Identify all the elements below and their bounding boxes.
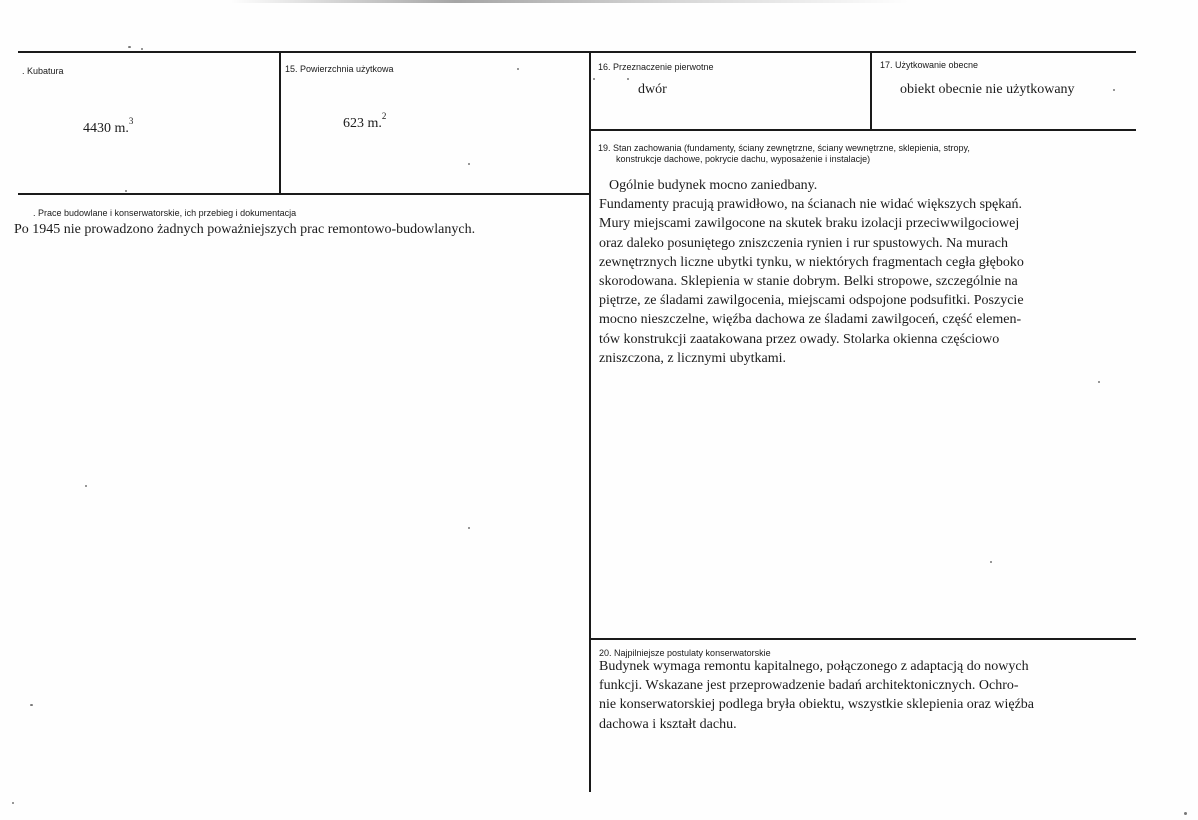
scan-speck bbox=[990, 561, 992, 563]
powierzchnia-value bbox=[343, 107, 386, 133]
form-top-border bbox=[18, 51, 1136, 53]
scan-speck bbox=[125, 190, 127, 192]
powierzchnia-number: 623 m. bbox=[343, 116, 382, 131]
postulaty-text bbox=[599, 657, 1034, 734]
prace-value: Po 1945 nie prowadzono żadnych poważniejszych prac remontowo-budowlanych. bbox=[14, 222, 476, 237]
przeznaczenie-label: 16. Przeznaczenie pierwotne bbox=[598, 62, 714, 72]
stan-label-line1: 19. Stan zachowania (fundamenty, ściany zewnętrzne, ściany wewnętrzne, sklepienia, stropy, bbox=[598, 143, 970, 153]
stan-line: oraz daleko posuniętego zniszczenia rynien i rur spustowych. Na murach bbox=[599, 235, 1008, 251]
kubatura-number: 4430 m. bbox=[83, 121, 129, 136]
postulaty-label: 20. Najpilniejsze postulaty konserwatorskie bbox=[599, 648, 771, 658]
divider-przeznaczenie-uzytkowanie bbox=[870, 52, 872, 130]
scan-speck bbox=[141, 48, 143, 50]
scan-speck bbox=[468, 163, 470, 165]
scan-speck bbox=[1113, 89, 1115, 91]
stan-line: Ogólnie budynek mocno zaniedbany. bbox=[609, 178, 818, 193]
przeznaczenie-value: dwór bbox=[638, 82, 667, 97]
scan-top-edge bbox=[230, 0, 910, 3]
postulaty-line: dachowa i kształt dachu. bbox=[599, 716, 737, 732]
stan-line: zniszczona, z licznymi ubytkami. bbox=[599, 350, 786, 366]
prace-label: . Prace budowlane i konserwatorskie, ich przebieg i dokumentacja bbox=[33, 208, 297, 218]
scan-speck bbox=[1098, 381, 1100, 383]
scan-speck bbox=[593, 78, 595, 80]
uzytkowanie-label: 17. Użytkowanie obecne bbox=[880, 60, 979, 70]
stan-line: Fundamenty pracują prawidłowo, na ścianach nie widać większych spękań. bbox=[599, 197, 1022, 213]
stan-text bbox=[599, 176, 1024, 368]
kubatura-exponent: 3 bbox=[128, 116, 134, 126]
scan-speck bbox=[12, 802, 14, 804]
main-column-divider bbox=[589, 52, 591, 792]
scan-speck bbox=[128, 46, 131, 48]
stan-line: piętrze, ze śladami zawilgocenia, miejscami odspojone podsufitki. Poszycie bbox=[599, 293, 1024, 309]
stan-line: tów konstrukcji zaatakowana przez owady. Stolarka okienna częściowo bbox=[599, 331, 1000, 347]
left-row-divider bbox=[18, 193, 591, 195]
divider-kubatura-powierzchnia bbox=[279, 52, 281, 194]
powierzchnia-label: 15. Powierzchnia użytkowa bbox=[285, 64, 394, 74]
scan-speck bbox=[517, 68, 519, 70]
stan-label-line2: konstrukcje dachowe, pokrycie dachu, wyposażenie i instalacje) bbox=[616, 154, 871, 164]
scan-speck bbox=[627, 78, 629, 80]
stan-line: skorodowana. Sklepienia w stanie dobrym. Belki stropowe, szczególnie na bbox=[599, 274, 1018, 290]
right-top-row-divider bbox=[590, 129, 1136, 131]
postulaty-line: Budynek wymaga remontu kapitalnego, połączonego z adaptacją do nowych bbox=[599, 659, 1029, 674]
stan-line: Mury miejscami zawilgocone na skutek braku izolacji przeciwwilgociowej bbox=[599, 216, 1020, 232]
scan-speck bbox=[85, 485, 87, 487]
scan-speck bbox=[30, 704, 33, 706]
postulaty-line: nie konserwatorskiej podlega bryła obiektu, wszystkie sklepienia oraz więźba bbox=[599, 697, 1035, 713]
stan-line: zewnętrznych liczne ubytki tynku, w niektórych fragmentach cegła głęboko bbox=[599, 254, 1024, 270]
scan-speck bbox=[1184, 812, 1187, 815]
kubatura-value bbox=[83, 112, 133, 138]
uzytkowanie-value: obiekt obecnie nie użytkowany bbox=[900, 82, 1075, 97]
postulaty-line: funkcji. Wskazane jest przeprowadzenie badań architektonicznych. Ochro- bbox=[599, 678, 1019, 694]
powierzchnia-exponent: 2 bbox=[381, 111, 387, 121]
scan-speck bbox=[468, 527, 470, 529]
kubatura-label: . Kubatura bbox=[22, 66, 64, 76]
right-bottom-row-divider bbox=[590, 638, 1136, 640]
stan-line: mocno nieszczelne, więźba dachowa ze śladami zawilgoceń, część elemen- bbox=[599, 312, 1022, 328]
